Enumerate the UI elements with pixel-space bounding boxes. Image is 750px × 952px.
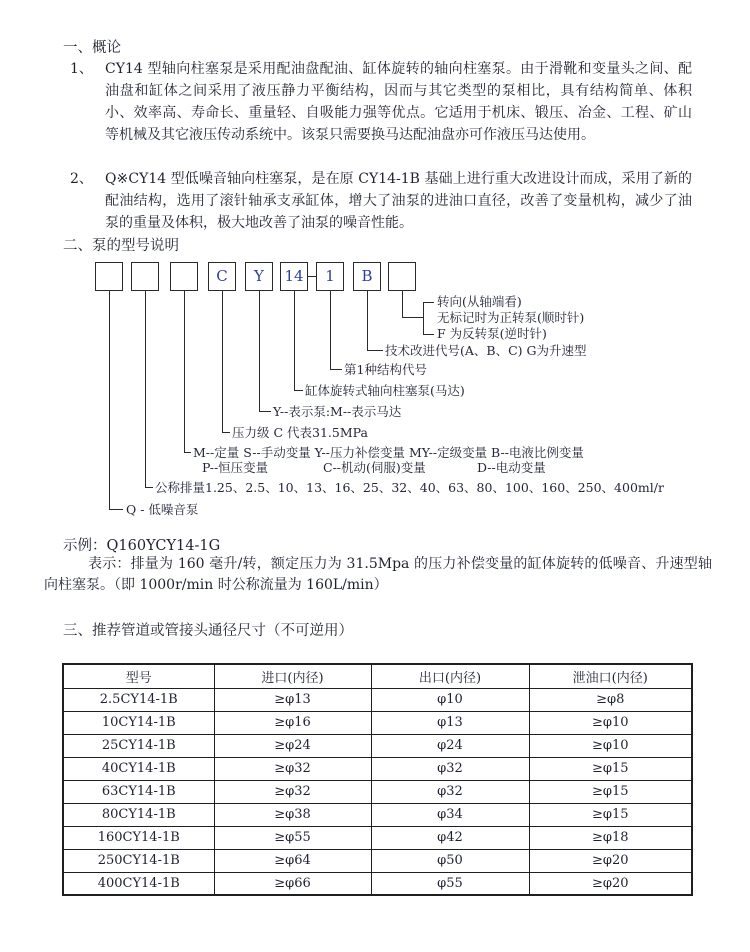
- model-box-6: 14: [280, 262, 308, 291]
- label-variant-line1: M--定量 S--手动变量 Y--压力补偿变量 MY--定级变量 B--电液比例变量: [193, 445, 584, 460]
- model-box-8: B: [353, 262, 381, 291]
- example-description: 表示：排量为 160 毫升/转，额定压力为 31.5Mpa 的压力补偿变量的缸体旋转的低噪音、升速型轴向柱塞泵。（即 1000r/min 时公称流量为 160L/min）: [44, 556, 712, 593]
- cell-model: 160CY14-1B: [63, 826, 214, 849]
- table-row: [63, 757, 692, 780]
- col-header-model: 型号: [63, 664, 214, 688]
- cell-outlet: φ32: [371, 780, 529, 803]
- section3-heading: 三、推荐管道或管接头通径尺寸（不可逆用）: [63, 623, 353, 639]
- label-pump-or-motor: Y--表示泵:M--表示马达: [273, 404, 402, 419]
- cell-outlet: φ10: [371, 688, 529, 711]
- section2-heading: 二、泵的型号说明: [63, 238, 179, 254]
- cell-model: 40CY14-1B: [63, 757, 214, 780]
- label-variant-c: C--机动(伺服)变量: [323, 460, 426, 475]
- cell-drain: ≥φ20: [529, 872, 692, 895]
- section1-heading: 一、概论: [63, 40, 121, 56]
- cell-inlet: ≥φ32: [214, 757, 371, 780]
- cell-model: 63CY14-1B: [63, 780, 214, 803]
- cell-model: 25CY14-1B: [63, 734, 214, 757]
- model-box-3: [170, 262, 198, 291]
- cell-drain: ≥φ15: [529, 757, 692, 780]
- rotation-bracket-top-stub: [423, 302, 434, 303]
- connector-line-box9: [402, 291, 423, 318]
- item1-number: 1、: [70, 61, 93, 77]
- cell-model: 10CY14-1B: [63, 711, 214, 734]
- cell-inlet: ≥φ24: [214, 734, 371, 757]
- example-model-code: 示例：Q160YCY14-1G: [63, 538, 221, 554]
- col-header-drain: 泄油口(内径): [529, 664, 692, 688]
- label-rotation-ccw: F 为反转泵(逆时针): [437, 326, 547, 341]
- cell-model: 250CY14-1B: [63, 849, 214, 872]
- model-code-dash: [308, 276, 316, 277]
- cell-inlet: ≥φ64: [214, 849, 371, 872]
- table-row: [63, 711, 692, 734]
- pipe-diameter-table: [62, 663, 693, 896]
- cell-model: 80CY14-1B: [63, 803, 214, 826]
- label-rotation-head: 转向(从轴端看): [437, 294, 522, 309]
- cell-outlet: φ24: [371, 734, 529, 757]
- cell-drain: ≥φ20: [529, 849, 692, 872]
- overview-item-2: [70, 168, 692, 234]
- cell-drain: ≥φ8: [529, 688, 692, 711]
- cell-inlet: ≥φ38: [214, 803, 371, 826]
- cell-drain: ≥φ10: [529, 711, 692, 734]
- table-row: [63, 803, 692, 826]
- label-low-noise: Q - 低噪音泵: [126, 502, 199, 517]
- label-rotation-cw: 无标记时为正转泵(顺时针): [437, 310, 585, 325]
- cell-outlet: φ50: [371, 849, 529, 872]
- col-header-outlet: 出口(内径): [371, 664, 529, 688]
- model-box-1: [95, 262, 123, 291]
- table-row: [63, 734, 692, 757]
- model-designation-diagram: [90, 258, 735, 520]
- rotation-bracket-line: [423, 302, 424, 334]
- model-box-4: C: [208, 262, 236, 291]
- cell-outlet: φ42: [371, 826, 529, 849]
- cell-drain: ≥φ18: [529, 826, 692, 849]
- item1-paragraph: CY14 型轴向柱塞泵是采用配油盘配油、缸体旋转的轴向柱塞泵。由于滑靴和变量头之间、配油盘和缸体之间采用了液压静力平衡结构，因而与其它类型的泵相比，具有结构简单、体积小、效率高、寿命长、重量轻、自吸能力强等优点。它适用于机床、锻压、冶金、工程、矿山等机械及其它液压传动系统中。该泵只需要换马达配油盘亦可作液压马达使用。: [105, 61, 692, 143]
- label-tech-code: 技术改进代号(A、B、C) G为升速型: [385, 343, 587, 358]
- cell-model: 2.5CY14-1B: [63, 688, 214, 711]
- cell-drain: ≥φ10: [529, 734, 692, 757]
- cell-model: 400CY14-1B: [63, 872, 214, 895]
- cell-outlet: φ55: [371, 872, 529, 895]
- label-structure-code: 第1种结构代号: [344, 362, 427, 377]
- label-pressure-grade: 压力级 C 代表31.5MPa: [232, 425, 368, 440]
- cell-outlet: φ13: [371, 711, 529, 734]
- connector-line-box8: [367, 291, 383, 351]
- table-header-row: [63, 664, 692, 688]
- label-cylinder-type: 缸体旋转式轴向柱塞泵(马达): [305, 383, 465, 398]
- cell-inlet: ≥φ55: [214, 826, 371, 849]
- connector-line-box7: [330, 291, 342, 370]
- connector-line-box6: [294, 291, 303, 391]
- cell-inlet: ≥φ13: [214, 688, 371, 711]
- cell-inlet: ≥φ32: [214, 780, 371, 803]
- cell-outlet: φ32: [371, 757, 529, 780]
- cell-inlet: ≥φ66: [214, 872, 371, 895]
- label-variant-d: D--电动变量: [477, 460, 546, 475]
- model-box-7: 1: [316, 262, 344, 291]
- connector-line-box3: [184, 291, 191, 453]
- label-variant-p: P--恒压变量: [202, 460, 269, 475]
- overview-item-1: [70, 58, 692, 146]
- model-box-9: [388, 262, 416, 291]
- connector-line-box4: [222, 291, 230, 433]
- col-header-inlet: 进口(内径): [214, 664, 371, 688]
- cell-drain: ≥φ15: [529, 780, 692, 803]
- cell-drain: ≥φ15: [529, 803, 692, 826]
- table-row: [63, 826, 692, 849]
- connector-line-box2: [145, 291, 153, 488]
- cell-inlet: ≥φ16: [214, 711, 371, 734]
- connector-line-box5: [259, 291, 271, 412]
- cell-outlet: φ34: [371, 803, 529, 826]
- table-row: [63, 872, 692, 895]
- model-box-2: [131, 262, 159, 291]
- item2-paragraph: Q※CY14 型低噪音轴向柱塞泵，是在原 CY14-1B 基础上进行重大改进设计而成，采用了新的配油结构，选用了滚针轴承支承缸体，增大了油泵的进油口直径，改善了变量机构，减少了油泵的重量及体积，极大地改善了油泵的噪音性能。: [105, 171, 692, 231]
- connector-line-box1: [109, 291, 123, 510]
- table-row: [63, 780, 692, 803]
- label-displacement: 公称排量1.25、2.5、10、13、16、25、32、40、63、80、100、160、250、400ml/r: [155, 480, 664, 495]
- table-row: [63, 849, 692, 872]
- item2-number: 2、: [70, 171, 93, 187]
- rotation-bracket-bottom-stub: [423, 334, 434, 335]
- table-row: [63, 688, 692, 711]
- model-box-5: Y: [245, 262, 273, 291]
